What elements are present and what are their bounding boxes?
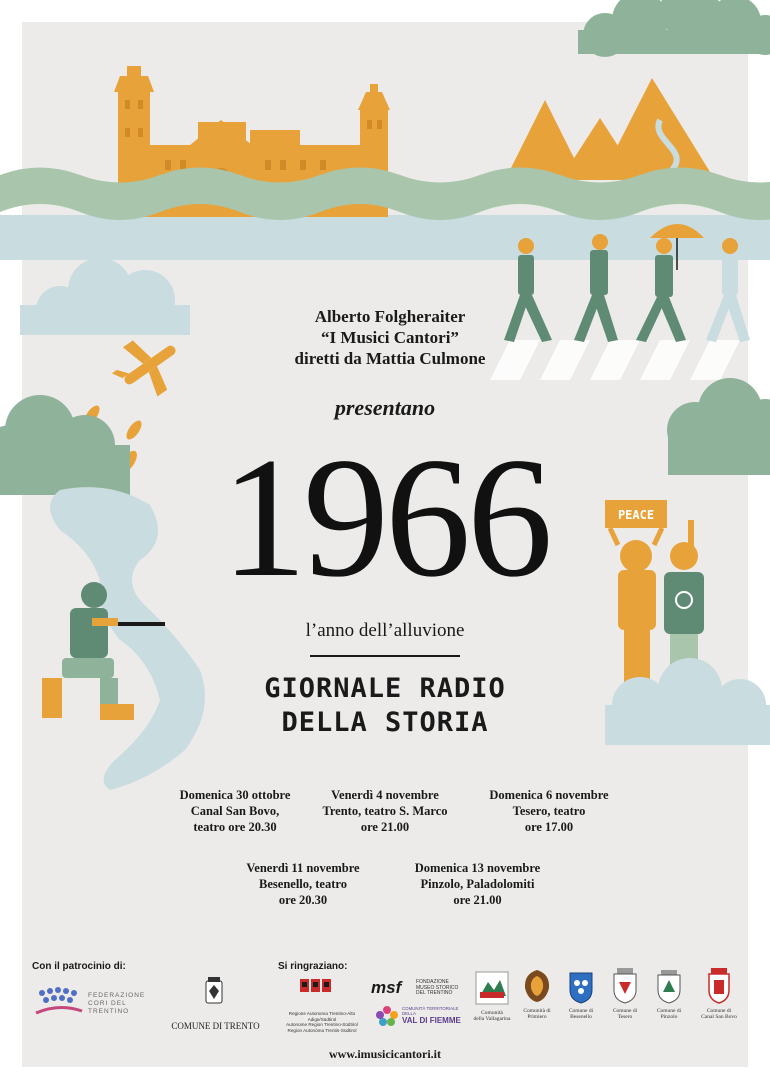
cloud-top-right	[578, 0, 770, 57]
cloud-left-sage	[0, 395, 130, 495]
cloud-left-mid	[20, 258, 190, 335]
regione-crests-icon	[299, 977, 333, 1001]
director-line: diretti da Mattia Culmone	[294, 349, 486, 368]
presentano-text: presentano	[334, 395, 436, 420]
choir-name: “I Musici Cantori”	[321, 328, 459, 347]
show-title-line2: DELLA STORIA	[281, 707, 489, 738]
year-title: 1966	[221, 423, 549, 613]
canalsanbovo-crest-icon	[706, 968, 732, 1004]
msf-logo: msf	[371, 978, 402, 997]
show-date-2: Venerdì 4 novembre Trento, teatro S. Marco ore 21.00	[322, 788, 448, 834]
vallagarina-crest-icon	[474, 970, 510, 1006]
besenello-crest-icon	[567, 970, 595, 1004]
primiero-caption: Comunità di Primiero	[523, 1008, 551, 1020]
comune-trento-text: COMUNE DI TRENTO	[171, 1021, 260, 1031]
ringraziano-label: Si ringraziano:	[278, 961, 348, 972]
tesero-crest-icon	[611, 968, 639, 1004]
valdifiemme-text: COMUNITÀ TERRITORIALE DELLA VAL DI FIEMME	[402, 1006, 461, 1025]
primiero-crest-icon	[522, 968, 552, 1004]
msf-text: FONDAZIONE MUSEO STORICO DEL TRENTINO	[416, 979, 459, 996]
show-date-5: Domenica 13 novembre Pinzolo, Paladolomiti ore 21.00	[414, 861, 541, 907]
patrocinio-label: Con il patrocinio di:	[32, 961, 126, 972]
divider-rule	[310, 655, 460, 657]
pinzolo-caption: Comune di Pinzolo	[656, 1008, 682, 1020]
show-title-line1: GIORNALE RADIO	[264, 673, 506, 704]
besenello-caption: Comune di Besenello	[568, 1008, 594, 1020]
pinzolo-crest-icon	[655, 970, 683, 1004]
trento-crest-icon	[203, 977, 225, 1013]
canalsanbovo-caption: Comune di Canal San Bovo	[701, 1008, 737, 1020]
show-date-1: Domenica 30 ottobre Canal San Bovo, teatro ore 20.30	[179, 788, 291, 834]
show-title	[230, 672, 540, 740]
vallagarina-caption: Comunità della Vallagarina	[473, 1010, 511, 1022]
airplane	[103, 323, 191, 410]
cloud-right-sage	[667, 378, 770, 475]
regione-text: Regione Autonoma Trentino-Alto Adige/Südtirol Autonome Region Trentino-Südtirol Region Autonòma Trentin-Südtirol	[286, 1011, 358, 1033]
subtitle: l’anno dell’alluvione	[305, 620, 465, 641]
federazione-logo-icon	[34, 983, 84, 1019]
federazione-text: FEDERAZIONE CORI DEL TRENTINO	[88, 992, 146, 1015]
show-date-4: Venerdì 11 novembre Besenello, teatro ore 20.30	[246, 861, 360, 907]
website-link[interactable]: www.imusicicantori.it	[329, 1047, 441, 1061]
mountains	[505, 78, 715, 180]
valdifiemme-flower-icon	[374, 1004, 400, 1026]
show-date-3: Domenica 6 novembre Tesero, teatro ore 17.00	[489, 788, 609, 834]
tesero-caption: Comune di Tesero	[612, 1008, 638, 1020]
presenter-block	[240, 306, 540, 369]
peace-sign-text: PEACE	[617, 508, 655, 522]
presenter-name: Alberto Folgheraiter	[314, 307, 466, 326]
